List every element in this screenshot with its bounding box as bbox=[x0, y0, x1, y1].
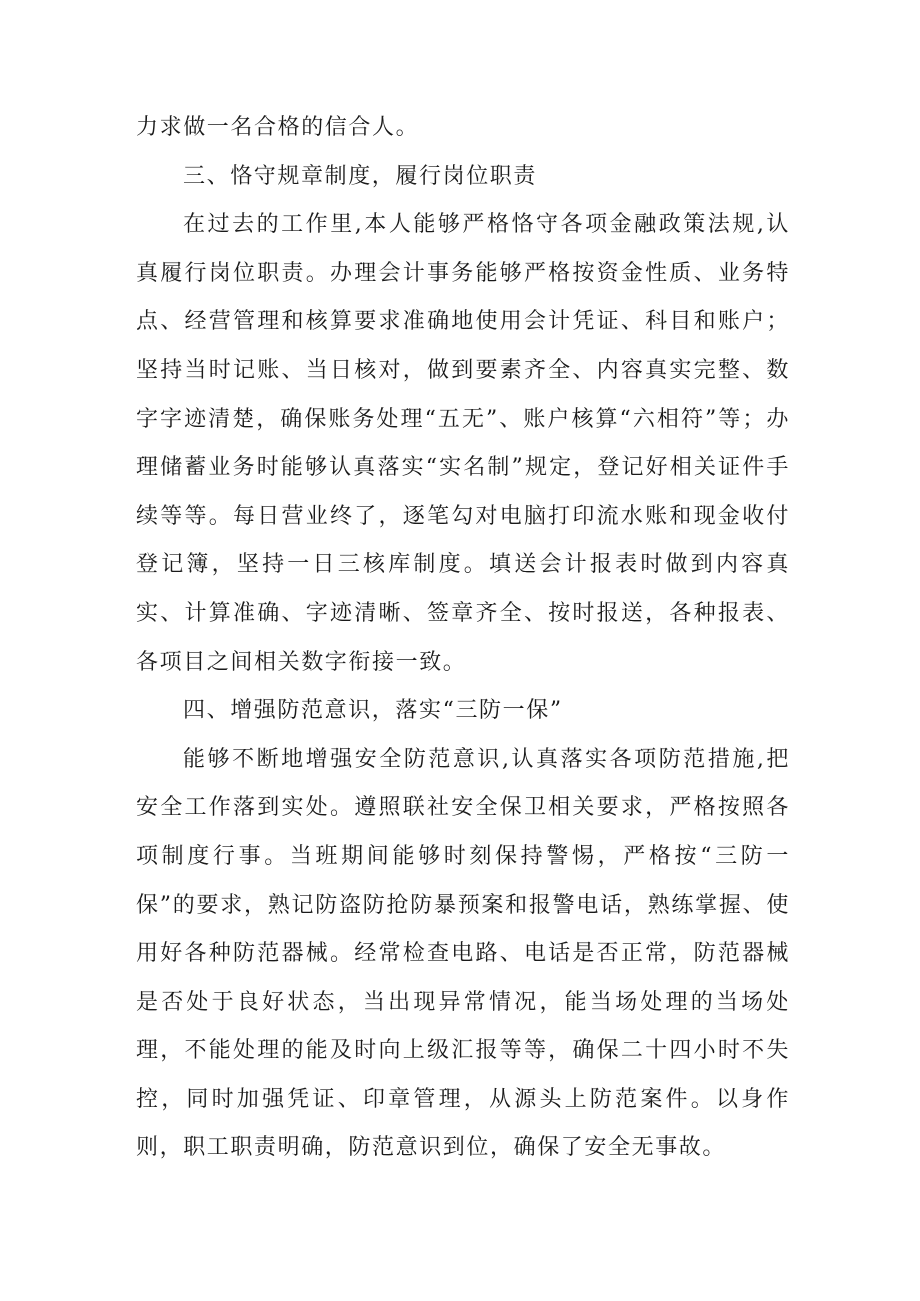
document-page bbox=[136, 104, 790, 1173]
section-heading-three: 三、恪守规章制度，履行岗位职责 bbox=[183, 163, 538, 189]
section-heading-four: 四、增强防范意识，落实“三防一保” bbox=[183, 698, 563, 724]
paragraph-regulations: 在过去的工作里,本人能够严格恪守各项金融政策法规,认真履行岗位职责。办理会计事务能够严格按资金性质、业务特点、经营管理和核算要求准确地使用会计凭证、科目和账户；坚持当时记账、当日核对，做到要素齐全、内容真实完整、数字字迹清楚，确保账务处理“五无”、账户核算“六相符”等；办理储蓄业务时能够认真落实“实名制”规定，登记好相关证件手续等等。每日营业终了，逐笔勾对电脑打印流水账和现金收付登记簿，坚持一日三核库制度。填送会计报表时做到内容真实、计算准确、字迹清晰、签章齐全、按时报送，各种报表、各项目之间相关数字衔接一致。 bbox=[136, 212, 790, 675]
paragraph-security: 能够不断地增强安全防范意识,认真落实各项防范措施,把安全工作落到实处。遵照联社安全保卫相关要求，严格按照各项制度行事。当班期间能够时刻保持警惕，严格按“三防一保”的要求，熟记防盗防抢防暴预案和报警电话，熟练掌握、使用好各种防范器械。经常检查电路、电话是否正常，防范器械是否处于良好状态，当出现异常情况，能当场处理的当场处理，不能处理的能及时向上级汇报等等，确保二十四小时不失控，同时加强凭证、印章管理，从源头上防范案件。以身作则，职工职责明确，防范意识到位，确保了安全无事故。 bbox=[136, 746, 790, 1161]
paragraph-continued: 力求做一名合格的信合人。 bbox=[136, 115, 420, 140]
